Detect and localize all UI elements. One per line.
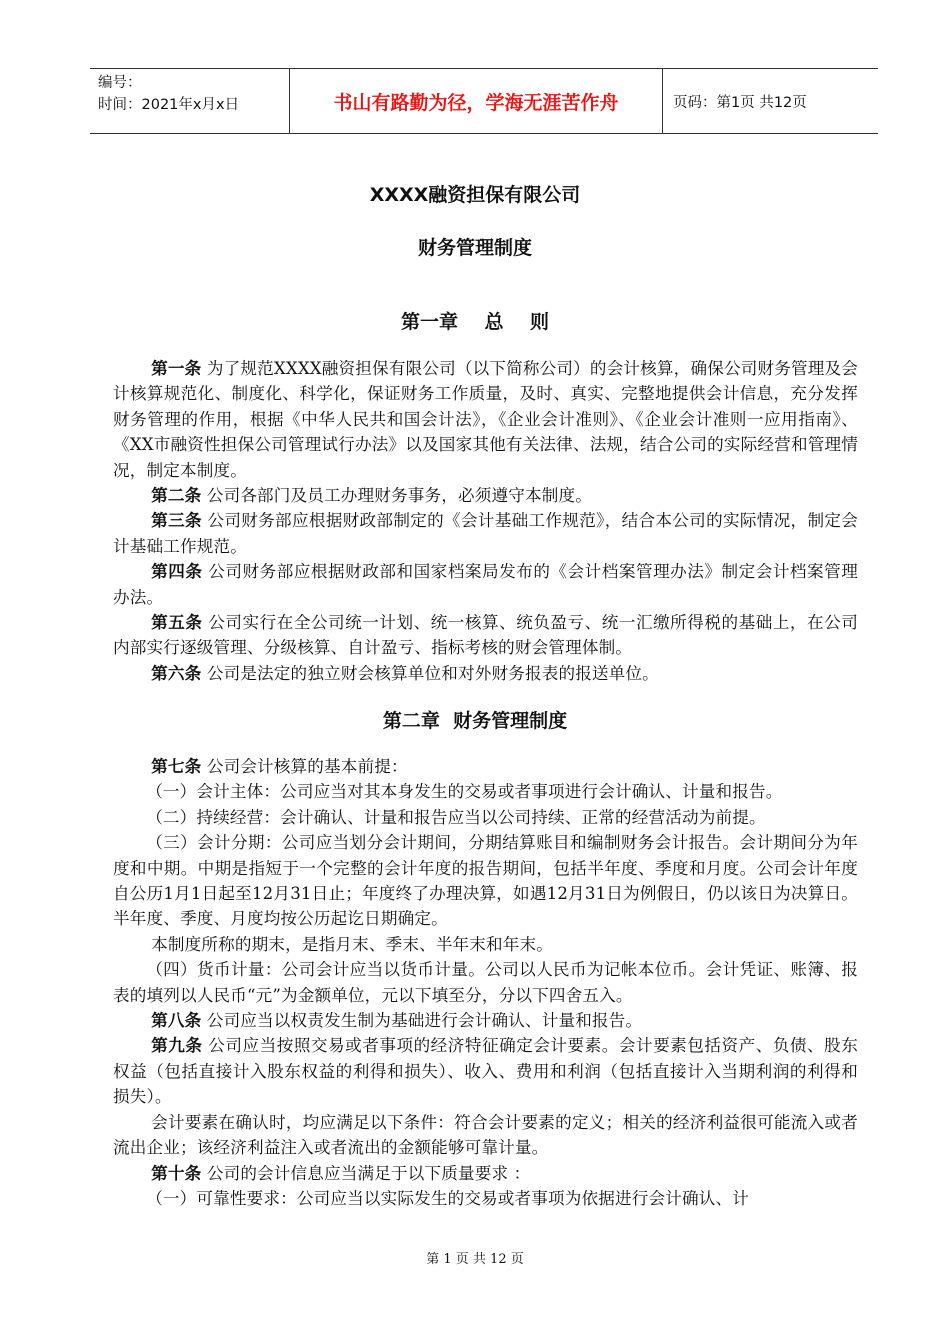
article-9: 第九条 公司应当按照交易或者事项的经济特征确定会计要素。会计要素包括资产、负债、股东权益（包括直接计入股东权益的利得和损失）、收入、费用和利润（包括直接计入当期利润的利得和损失）。 xyxy=(113,1036,859,1107)
article-7-item-1: （一）会计主体：公司应当对其本身发生的交易或者事项进行会计确认、计量和报告。 xyxy=(146,782,783,802)
article-7-item-4: （四）货币计量：公司会计应当以货币计量。公司以人民币为记帐本位币。会计凭证、账簿、报表的填列以人民币“元”为金额单位，元以下填至分，分以下四舍五入。 xyxy=(113,960,858,1005)
article-3: 第三条 公司财务部应根据财政部制定的《会计基础工作规范》，结合本公司的实际情况，制定会计基础工作规范。 xyxy=(113,511,858,556)
chapter-2-body xyxy=(113,754,858,1211)
article-4: 第四条 公司财务部应根据财政部和国家档案局发布的《会计档案管理办法》制定会计档案管理办法。 xyxy=(113,562,859,607)
article-1: 第一条 为了规范XXXX融资担保有限公司（以下简称公司）的会计核算，确保公司财务管理及会计核算规范化、制度化、科学化，保证财务工作质量，及时、真实、完整地提供会计信息，充分发挥财务管理的作用，根据《中华人民共和国会计法》，《企业会计准则》、《企业会计准则一应用指南》、《XX市融资性担保公司管理试行办法》以及国家其他有关法律、法规，结合公司的实际经营和管理情况，制定本制度。 xyxy=(113,359,858,480)
article-9-conditions: 会计要素在确认时，均应满足以下条件：符合会计要素的定义；相关的经济利益很可能流入或者流出企业；该经济利益注入或者流出的金额能够可靠计量。 xyxy=(113,1112,858,1158)
page-footer: 第 1 页 共 12 页 xyxy=(426,1252,524,1267)
article-7-period-note: 本制度所称的期末，是指月末、季末、半年末和年末。 xyxy=(151,934,554,954)
chapter-2-heading: 第二章 财务管理制度 xyxy=(382,710,568,732)
number-label: 编号： xyxy=(98,75,142,91)
article-10-item-1: （一）可靠性要求：公司应当以实际发生的交易或者事项为依据进行会计确认、计 xyxy=(146,1188,749,1208)
chapter-1-body xyxy=(113,356,858,686)
header-left-cell xyxy=(90,69,290,133)
article-8: 第八条 公司应当以权责发生制为基础进行会计确认、计量和报告。 xyxy=(151,1011,643,1031)
article-5: 第五条 公司实行在全公司统一计划、统一核算、统负盈亏、统一汇缴所得税的基础上，在公司内部实行逐级管理、分级核算、自计盈亏、指标考核的财会管理体制。 xyxy=(113,613,859,658)
time-label: 时间：2021年x月x日 xyxy=(98,97,240,113)
article-7: 第七条 公司会计核算的基本前提： xyxy=(151,757,408,776)
article-6: 第六条 公司是法定的独立财会核算单位和对外财务报表的报送单位。 xyxy=(151,663,659,683)
article-2: 第二条 公司各部门及员工办理财务事务，必须遵守本制度。 xyxy=(151,486,592,506)
chapter-1-heading: 第一章 总 则 xyxy=(401,311,549,333)
article-10: 第十条 公司的会计信息应当满足于以下质量要求 ： xyxy=(151,1163,531,1183)
company-title: XXXX融资担保有限公司 xyxy=(369,184,581,206)
article-7-item-2: （二）持续经营：会计确认、计量和报告应当以公司持续、正常的经营活动为前提。 xyxy=(146,807,766,827)
header-table xyxy=(90,68,878,134)
article-7-item-3: （三）会计分期：公司应当划分会计期间，分期结算账目和编制财务会计报告。会计期间分为年度和中期。中期是指短于一个完整的会计年度的报告期间，包括半年度、季度和月度。公司会计年度自公历1月1日起至12月31日止；年度终了办理决算，如遇12月31日为例假日，仍以该日为决算日。半年度、季度、月度均按公历起讫日期确定。 xyxy=(113,833,858,929)
page-label: 页码：第1页 共12页 xyxy=(673,94,807,111)
slogan: 书山有路勤为径，学海无涯苦作舟 xyxy=(290,69,663,133)
doc-subtitle: 财务管理制度 xyxy=(417,237,532,259)
